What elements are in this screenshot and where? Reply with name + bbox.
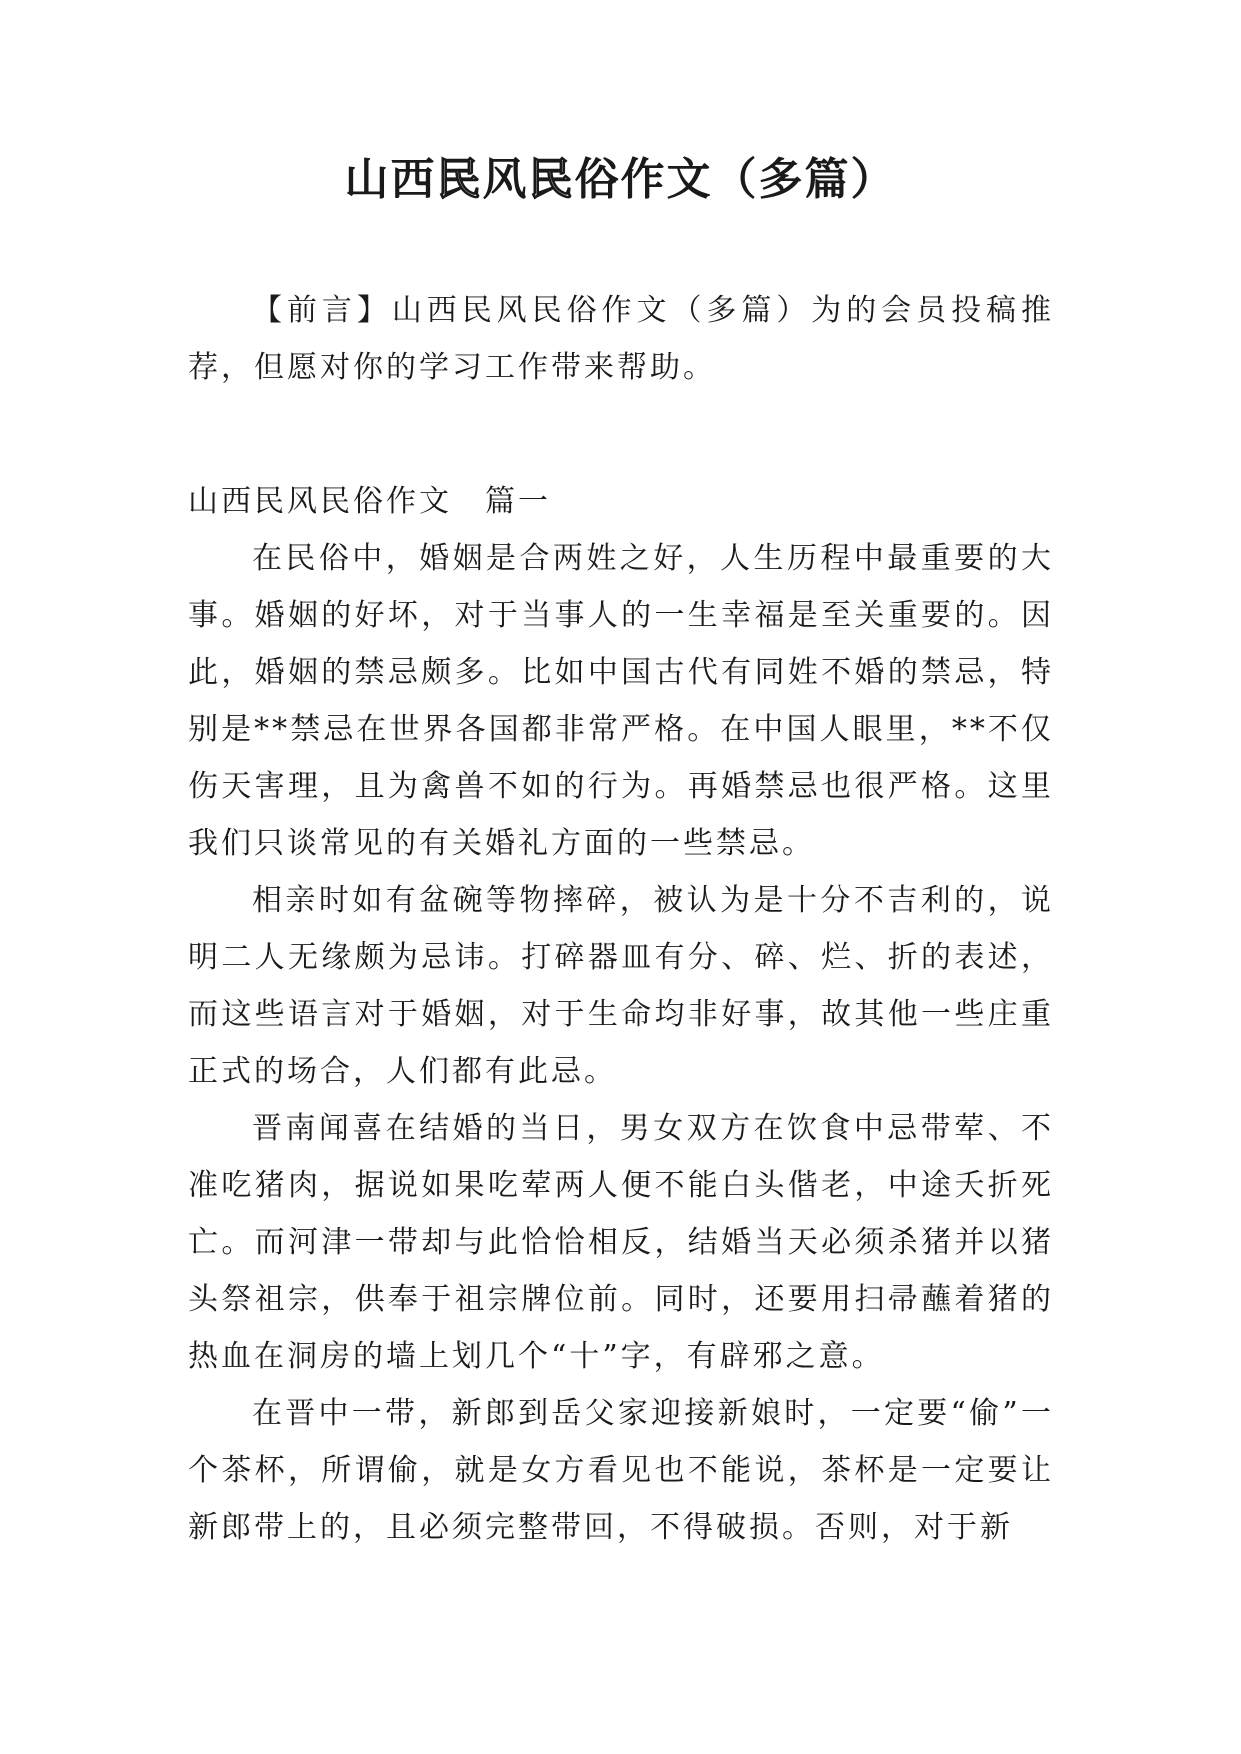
body-paragraph-4: 在晋中一带，新郎到岳父家迎接新娘时，一定要“偷”一个茶杯，所谓偷，就是女方看见也不能说，茶杯是一定要让新郎带上的，且必须完整带回，不得破损。否则，对于新 — [188, 1396, 1054, 1545]
title-part-3: 风 — [482, 154, 529, 205]
body-paragraph-3: 晋南闻喜在结婚的当日，男女双方在饮食中忌带荤、不准吃猪肉，据说如果吃荤两人便不能白头偕老，中途夭折死亡。而河津一带却与此恰恰相反，结婚当天必须杀猪并以猪头祭祖宗，供奉于祖宗牌位前。同时，还要用扫帚蘸着猪的热血在洞房的墙上划几个“十”字，有辟邪之意。 — [188, 1111, 1054, 1374]
section-heading: 山西民风民俗作文 篇一 — [188, 484, 551, 519]
title-part-1: 山西 — [344, 154, 437, 205]
title-part-2: 民 — [436, 154, 483, 205]
body-paragraph-2: 相亲时如有盆碗等物摔碎，被认为是十分不吉利的，说明二人无缘颇为忌讳。打碎器皿有分、碎、烂、折的表述，而这些语言对于婚姻，对于生命均非好事，故其他一些庄重正式的场合，人们都有此忌。 — [188, 883, 1054, 1089]
preface-paragraph: 【前言】山西民风民俗作文（多篇）为的会员投稿推荐，但愿对你的学习工作带来帮助。 — [188, 293, 1054, 385]
body-paragraph-1: 在民俗中，婚姻是合两姓之好，人生历程中最重要的大事。婚姻的好坏，对于当事人的一生幸福是至关重要的。因此，婚姻的禁忌颇多。比如中国古代有同姓不婚的禁忌，特别是**禁忌在世界各国都非常严格。在中国人眼里，**不仅伤天害理，且为禽兽不如的行为。再婚禁忌也很严格。这里我们只谈常见的有关婚礼方面的一些禁忌。 — [188, 541, 1054, 861]
document-body — [188, 282, 1054, 1556]
document-title — [0, 150, 1241, 210]
title-part-5: 俗作文（多篇） — [574, 154, 897, 205]
title-part-4: 民 — [528, 154, 575, 205]
